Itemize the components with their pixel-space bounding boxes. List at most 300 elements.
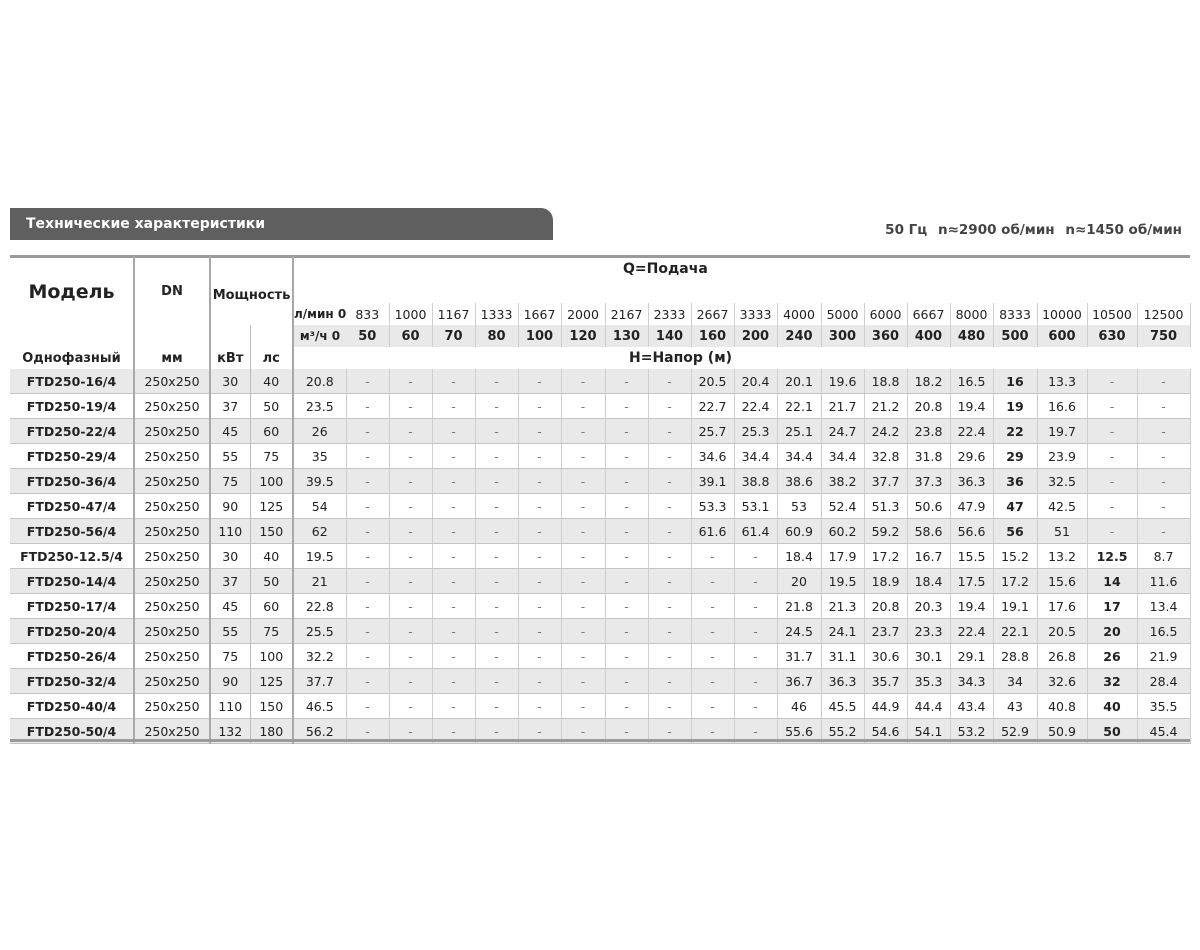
dn-value: 250x250 bbox=[134, 519, 210, 544]
head-value: 43 bbox=[993, 694, 1037, 719]
table-row bbox=[10, 419, 1190, 444]
power-hp: 100 bbox=[250, 469, 293, 494]
head-value: 23.8 bbox=[907, 419, 950, 444]
flow-lmin-cell: 2333 bbox=[648, 303, 691, 325]
head-value: - bbox=[1137, 369, 1190, 394]
head-value: - bbox=[389, 594, 432, 619]
flow-lmin-cell: 8000 bbox=[950, 303, 993, 325]
head-value: 19.6 bbox=[821, 369, 864, 394]
head-value: - bbox=[734, 644, 777, 669]
flow-m3h-cell: 300 bbox=[821, 325, 864, 347]
head-value: - bbox=[561, 419, 605, 444]
power-hp: 50 bbox=[250, 569, 293, 594]
head-value: - bbox=[1137, 444, 1190, 469]
head-value: 26.8 bbox=[1037, 644, 1087, 669]
head-value: - bbox=[389, 719, 432, 744]
head-value: 22.4 bbox=[950, 619, 993, 644]
head-value: 17 bbox=[1087, 594, 1137, 619]
head-value: - bbox=[561, 669, 605, 694]
head-value: - bbox=[389, 394, 432, 419]
head-value: - bbox=[605, 469, 648, 494]
flow-m3h-cell: 160 bbox=[691, 325, 734, 347]
head-value: - bbox=[475, 619, 518, 644]
head-value: - bbox=[475, 594, 518, 619]
flow-m3h-cell: 120 bbox=[561, 325, 605, 347]
header-model: Модель bbox=[10, 256, 134, 303]
head-value: - bbox=[605, 444, 648, 469]
head-value: 21.9 bbox=[1137, 644, 1190, 669]
head-value: - bbox=[432, 694, 475, 719]
head-value: - bbox=[734, 544, 777, 569]
header-head-title: H=Напор (м) bbox=[629, 350, 733, 366]
section-title: Технические характеристики bbox=[26, 216, 266, 232]
head-value: - bbox=[389, 619, 432, 644]
model-name: FTD250-22/4 bbox=[10, 419, 134, 444]
head-value: - bbox=[561, 444, 605, 469]
head-value: 18.8 bbox=[864, 369, 907, 394]
head-value: 31.1 bbox=[821, 644, 864, 669]
head-value: - bbox=[346, 569, 389, 594]
head-value: - bbox=[518, 469, 561, 494]
head-value: 17.2 bbox=[993, 569, 1037, 594]
dn-value: 250x250 bbox=[134, 469, 210, 494]
head-value: 53.3 bbox=[691, 494, 734, 519]
head-value: - bbox=[648, 669, 691, 694]
head-value: - bbox=[389, 369, 432, 394]
head-value: - bbox=[475, 419, 518, 444]
head-value: - bbox=[518, 669, 561, 694]
speed-2900: n≈2900 об/мин bbox=[937, 222, 1055, 238]
head-value: 15.2 bbox=[993, 544, 1037, 569]
head-at-zero: 21 bbox=[293, 569, 346, 594]
head-value: 24.1 bbox=[821, 619, 864, 644]
head-value: 20.4 bbox=[734, 369, 777, 394]
head-value: - bbox=[389, 694, 432, 719]
model-name: FTD250-56/4 bbox=[10, 519, 134, 544]
head-value: - bbox=[475, 644, 518, 669]
head-value: - bbox=[561, 369, 605, 394]
m3h-label: м³/ч 0 bbox=[293, 325, 346, 347]
model-name: FTD250-19/4 bbox=[10, 394, 134, 419]
flow-lmin-cell: 12500 bbox=[1137, 303, 1190, 325]
head-value: - bbox=[475, 469, 518, 494]
head-value: - bbox=[561, 644, 605, 669]
flow-m3h-cell: 500 bbox=[993, 325, 1037, 347]
head-value: 38.8 bbox=[734, 469, 777, 494]
model-name: FTD250-14/4 bbox=[10, 569, 134, 594]
head-value: - bbox=[1087, 394, 1137, 419]
dn-value: 250x250 bbox=[134, 694, 210, 719]
head-value: - bbox=[475, 544, 518, 569]
head-value: 34.4 bbox=[821, 444, 864, 469]
table-row bbox=[10, 644, 1190, 669]
power-kw: 75 bbox=[210, 469, 250, 494]
flow-lmin-cell: 4000 bbox=[777, 303, 821, 325]
head-value: 18.4 bbox=[777, 544, 821, 569]
head-value: - bbox=[432, 394, 475, 419]
head-value: 19.5 bbox=[821, 569, 864, 594]
head-value: - bbox=[648, 394, 691, 419]
head-value: - bbox=[561, 694, 605, 719]
head-value: - bbox=[1137, 469, 1190, 494]
head-value: - bbox=[518, 594, 561, 619]
head-at-zero: 32.2 bbox=[293, 644, 346, 669]
head-value: 30.1 bbox=[907, 644, 950, 669]
head-at-zero: 23.5 bbox=[293, 394, 346, 419]
head-value: - bbox=[518, 419, 561, 444]
head-value: - bbox=[605, 519, 648, 544]
head-value: - bbox=[432, 594, 475, 619]
head-value: 18.2 bbox=[907, 369, 950, 394]
head-value: - bbox=[389, 494, 432, 519]
head-value: 34.6 bbox=[691, 444, 734, 469]
head-at-zero: 20.8 bbox=[293, 369, 346, 394]
head-value: 45.4 bbox=[1137, 719, 1190, 744]
flow-lmin-cell: 2667 bbox=[691, 303, 734, 325]
head-value: - bbox=[346, 469, 389, 494]
head-value: 51 bbox=[1037, 519, 1087, 544]
head-value: - bbox=[432, 469, 475, 494]
head-at-zero: 22.8 bbox=[293, 594, 346, 619]
table-header bbox=[10, 256, 1190, 369]
power-kw: 132 bbox=[210, 719, 250, 744]
power-kw: 30 bbox=[210, 544, 250, 569]
flow-m3h-cell: 140 bbox=[648, 325, 691, 347]
head-at-zero: 19.5 bbox=[293, 544, 346, 569]
head-value: 61.6 bbox=[691, 519, 734, 544]
head-value: 56.6 bbox=[950, 519, 993, 544]
table-row bbox=[10, 444, 1190, 469]
header-dn: DN bbox=[134, 256, 210, 303]
flow-m3h-cell: 80 bbox=[475, 325, 518, 347]
head-value: - bbox=[389, 469, 432, 494]
table-row bbox=[10, 569, 1190, 594]
model-name: FTD250-20/4 bbox=[10, 619, 134, 644]
head-value: - bbox=[1137, 419, 1190, 444]
table-row bbox=[10, 544, 1190, 569]
head-value: - bbox=[432, 669, 475, 694]
flow-m3h-cell: 750 bbox=[1137, 325, 1190, 347]
head-value: 20.8 bbox=[864, 594, 907, 619]
head-value: - bbox=[518, 694, 561, 719]
head-value: 19.4 bbox=[950, 594, 993, 619]
head-value: 15.5 bbox=[950, 544, 993, 569]
head-value: - bbox=[346, 544, 389, 569]
head-at-zero: 54 bbox=[293, 494, 346, 519]
power-hp: 125 bbox=[250, 494, 293, 519]
head-value: 50.6 bbox=[907, 494, 950, 519]
head-value: 59.2 bbox=[864, 519, 907, 544]
head-value: 23.3 bbox=[907, 619, 950, 644]
head-value: - bbox=[561, 394, 605, 419]
head-value: 17.2 bbox=[864, 544, 907, 569]
head-value: 25.3 bbox=[734, 419, 777, 444]
power-kw: 110 bbox=[210, 519, 250, 544]
head-value: - bbox=[518, 494, 561, 519]
flow-lmin-cell: 2000 bbox=[561, 303, 605, 325]
head-value: 12.5 bbox=[1087, 544, 1137, 569]
head-value: - bbox=[432, 519, 475, 544]
head-value: - bbox=[389, 644, 432, 669]
head-value: - bbox=[648, 594, 691, 619]
head-value: 16.6 bbox=[1037, 394, 1087, 419]
head-value: - bbox=[432, 419, 475, 444]
head-value: - bbox=[518, 644, 561, 669]
head-value: - bbox=[475, 519, 518, 544]
head-value: - bbox=[648, 369, 691, 394]
head-value: 26 bbox=[1087, 644, 1137, 669]
head-value: - bbox=[389, 569, 432, 594]
power-kw: 30 bbox=[210, 369, 250, 394]
head-value: 35.7 bbox=[864, 669, 907, 694]
head-value: 22.7 bbox=[691, 394, 734, 419]
head-value: - bbox=[691, 719, 734, 744]
head-value: - bbox=[518, 719, 561, 744]
power-hp: 60 bbox=[250, 419, 293, 444]
head-value: 24.7 bbox=[821, 419, 864, 444]
head-at-zero: 37.7 bbox=[293, 669, 346, 694]
head-value: 20.5 bbox=[1037, 619, 1087, 644]
head-value: 36.7 bbox=[777, 669, 821, 694]
head-at-zero: 25.5 bbox=[293, 619, 346, 644]
head-value: - bbox=[648, 619, 691, 644]
head-value: - bbox=[605, 719, 648, 744]
model-name: FTD250-32/4 bbox=[10, 669, 134, 694]
head-value: - bbox=[346, 694, 389, 719]
head-value: - bbox=[734, 694, 777, 719]
head-value: - bbox=[346, 519, 389, 544]
head-value: 17.9 bbox=[821, 544, 864, 569]
head-value: - bbox=[346, 644, 389, 669]
head-value: - bbox=[1137, 519, 1190, 544]
head-value: 55.6 bbox=[777, 719, 821, 744]
head-value: 36.3 bbox=[950, 469, 993, 494]
head-at-zero: 62 bbox=[293, 519, 346, 544]
head-value: - bbox=[691, 694, 734, 719]
head-value: - bbox=[605, 669, 648, 694]
head-value: 44.4 bbox=[907, 694, 950, 719]
head-value: - bbox=[432, 444, 475, 469]
head-at-zero: 56.2 bbox=[293, 719, 346, 744]
head-value: - bbox=[1137, 494, 1190, 519]
head-value: 13.3 bbox=[1037, 369, 1087, 394]
table-row bbox=[10, 619, 1190, 644]
power-kw: 55 bbox=[210, 444, 250, 469]
head-value: - bbox=[648, 644, 691, 669]
head-value: - bbox=[691, 569, 734, 594]
head-value: 25.7 bbox=[691, 419, 734, 444]
head-value: - bbox=[432, 544, 475, 569]
power-hp: 40 bbox=[250, 369, 293, 394]
head-value: 22.1 bbox=[993, 619, 1037, 644]
model-name: FTD250-17/4 bbox=[10, 594, 134, 619]
head-value: 23.9 bbox=[1037, 444, 1087, 469]
head-value: - bbox=[1087, 519, 1137, 544]
frequency-hz: 50 Гц bbox=[885, 222, 928, 238]
head-value: - bbox=[605, 369, 648, 394]
head-value: - bbox=[475, 669, 518, 694]
head-value: 29.1 bbox=[950, 644, 993, 669]
head-value: - bbox=[389, 519, 432, 544]
head-value: 51.3 bbox=[864, 494, 907, 519]
head-value: 38.2 bbox=[821, 469, 864, 494]
head-value: - bbox=[346, 594, 389, 619]
head-value: 16.7 bbox=[907, 544, 950, 569]
flow-m3h-cell: 60 bbox=[389, 325, 432, 347]
head-value: - bbox=[648, 494, 691, 519]
head-value: - bbox=[691, 669, 734, 694]
head-value: 14 bbox=[1087, 569, 1137, 594]
head-value: 20 bbox=[777, 569, 821, 594]
head-value: 32 bbox=[1087, 669, 1137, 694]
dn-value: 250x250 bbox=[134, 544, 210, 569]
dn-value: 250x250 bbox=[134, 669, 210, 694]
flow-m3h-cell: 130 bbox=[605, 325, 648, 347]
head-value: - bbox=[648, 569, 691, 594]
head-value: 53.1 bbox=[734, 494, 777, 519]
flow-lmin-cell: 1333 bbox=[475, 303, 518, 325]
head-value: 20 bbox=[1087, 619, 1137, 644]
power-kw: 110 bbox=[210, 694, 250, 719]
flow-m3h-cell: 480 bbox=[950, 325, 993, 347]
power-kw: 90 bbox=[210, 494, 250, 519]
head-value: 19.4 bbox=[950, 394, 993, 419]
head-at-zero: 26 bbox=[293, 419, 346, 444]
head-value: - bbox=[648, 419, 691, 444]
head-value: - bbox=[346, 494, 389, 519]
head-value: - bbox=[605, 619, 648, 644]
head-value: 31.7 bbox=[777, 644, 821, 669]
head-value: - bbox=[475, 719, 518, 744]
power-hp: 75 bbox=[250, 444, 293, 469]
head-value: 40 bbox=[1087, 694, 1137, 719]
head-value: - bbox=[561, 619, 605, 644]
head-value: 31.8 bbox=[907, 444, 950, 469]
head-value: 24.2 bbox=[864, 419, 907, 444]
head-value: - bbox=[691, 644, 734, 669]
head-value: 60.2 bbox=[821, 519, 864, 544]
head-value: - bbox=[1087, 469, 1137, 494]
head-value: 23.7 bbox=[864, 619, 907, 644]
head-value: - bbox=[346, 719, 389, 744]
flow-m3h-cell: 600 bbox=[1037, 325, 1087, 347]
head-value: - bbox=[605, 569, 648, 594]
power-hp: 60 bbox=[250, 594, 293, 619]
frequency-info bbox=[879, 222, 1182, 238]
head-value: 16 bbox=[993, 369, 1037, 394]
table-row bbox=[10, 394, 1190, 419]
head-value: 50 bbox=[1087, 719, 1137, 744]
head-value: 32.5 bbox=[1037, 469, 1087, 494]
header-model-sub: Однофазный bbox=[10, 347, 134, 369]
head-value: 50.9 bbox=[1037, 719, 1087, 744]
head-value: 11.6 bbox=[1137, 569, 1190, 594]
header-power-kw: кВт bbox=[210, 347, 250, 369]
head-value: 43.4 bbox=[950, 694, 993, 719]
head-value: - bbox=[346, 444, 389, 469]
head-value: 36.3 bbox=[821, 669, 864, 694]
bottom-rule bbox=[10, 739, 1190, 742]
head-value: - bbox=[691, 619, 734, 644]
head-value: - bbox=[1087, 369, 1137, 394]
power-kw: 90 bbox=[210, 669, 250, 694]
head-value: 13.4 bbox=[1137, 594, 1190, 619]
head-value: 17.6 bbox=[1037, 594, 1087, 619]
head-value: 54.1 bbox=[907, 719, 950, 744]
head-value: - bbox=[605, 494, 648, 519]
head-value: 19 bbox=[993, 394, 1037, 419]
head-at-zero: 39.5 bbox=[293, 469, 346, 494]
header-power: Мощность bbox=[210, 256, 293, 303]
head-value: 60.9 bbox=[777, 519, 821, 544]
head-value: - bbox=[734, 594, 777, 619]
head-value: 52.9 bbox=[993, 719, 1037, 744]
model-name: FTD250-47/4 bbox=[10, 494, 134, 519]
head-value: 22.4 bbox=[950, 419, 993, 444]
head-value: - bbox=[346, 394, 389, 419]
head-value: 20.8 bbox=[907, 394, 950, 419]
head-value: - bbox=[561, 569, 605, 594]
head-value: - bbox=[518, 444, 561, 469]
head-value: 19.7 bbox=[1037, 419, 1087, 444]
head-value: - bbox=[389, 669, 432, 694]
flow-lmin-cell: 8333 bbox=[993, 303, 1037, 325]
head-value: 37.3 bbox=[907, 469, 950, 494]
head-value: 34.4 bbox=[777, 444, 821, 469]
model-name: FTD250-12.5/4 bbox=[10, 544, 134, 569]
power-kw: 37 bbox=[210, 569, 250, 594]
table-row bbox=[10, 519, 1190, 544]
table-row bbox=[10, 694, 1190, 719]
head-value: 58.6 bbox=[907, 519, 950, 544]
flow-lmin-cell: 3333 bbox=[734, 303, 777, 325]
section-title-bar bbox=[10, 208, 553, 240]
power-kw: 37 bbox=[210, 394, 250, 419]
head-value: 22 bbox=[993, 419, 1037, 444]
head-value: 40.8 bbox=[1037, 694, 1087, 719]
power-hp: 75 bbox=[250, 619, 293, 644]
head-value: 18.4 bbox=[907, 569, 950, 594]
power-hp: 180 bbox=[250, 719, 293, 744]
power-kw: 45 bbox=[210, 419, 250, 444]
head-value: - bbox=[1087, 444, 1137, 469]
header-power-hp: лс bbox=[250, 347, 293, 369]
power-kw: 45 bbox=[210, 594, 250, 619]
flow-m3h-cell: 100 bbox=[518, 325, 561, 347]
head-value: - bbox=[475, 369, 518, 394]
head-value: - bbox=[475, 569, 518, 594]
flow-m3h-cell: 70 bbox=[432, 325, 475, 347]
head-value: 13.2 bbox=[1037, 544, 1087, 569]
head-value: - bbox=[518, 519, 561, 544]
head-value: - bbox=[432, 369, 475, 394]
header-dn-unit: мм bbox=[134, 347, 210, 369]
head-value: 29 bbox=[993, 444, 1037, 469]
head-value: 21.7 bbox=[821, 394, 864, 419]
head-value: - bbox=[432, 644, 475, 669]
dn-value: 250x250 bbox=[134, 394, 210, 419]
head-value: 36 bbox=[993, 469, 1037, 494]
head-value: 18.9 bbox=[864, 569, 907, 594]
power-hp: 150 bbox=[250, 694, 293, 719]
head-value: - bbox=[432, 619, 475, 644]
head-value: 17.5 bbox=[950, 569, 993, 594]
head-value: 55.2 bbox=[821, 719, 864, 744]
head-value: 20.5 bbox=[691, 369, 734, 394]
head-value: - bbox=[561, 594, 605, 619]
power-kw: 55 bbox=[210, 619, 250, 644]
flow-lmin-cell: 10000 bbox=[1037, 303, 1087, 325]
